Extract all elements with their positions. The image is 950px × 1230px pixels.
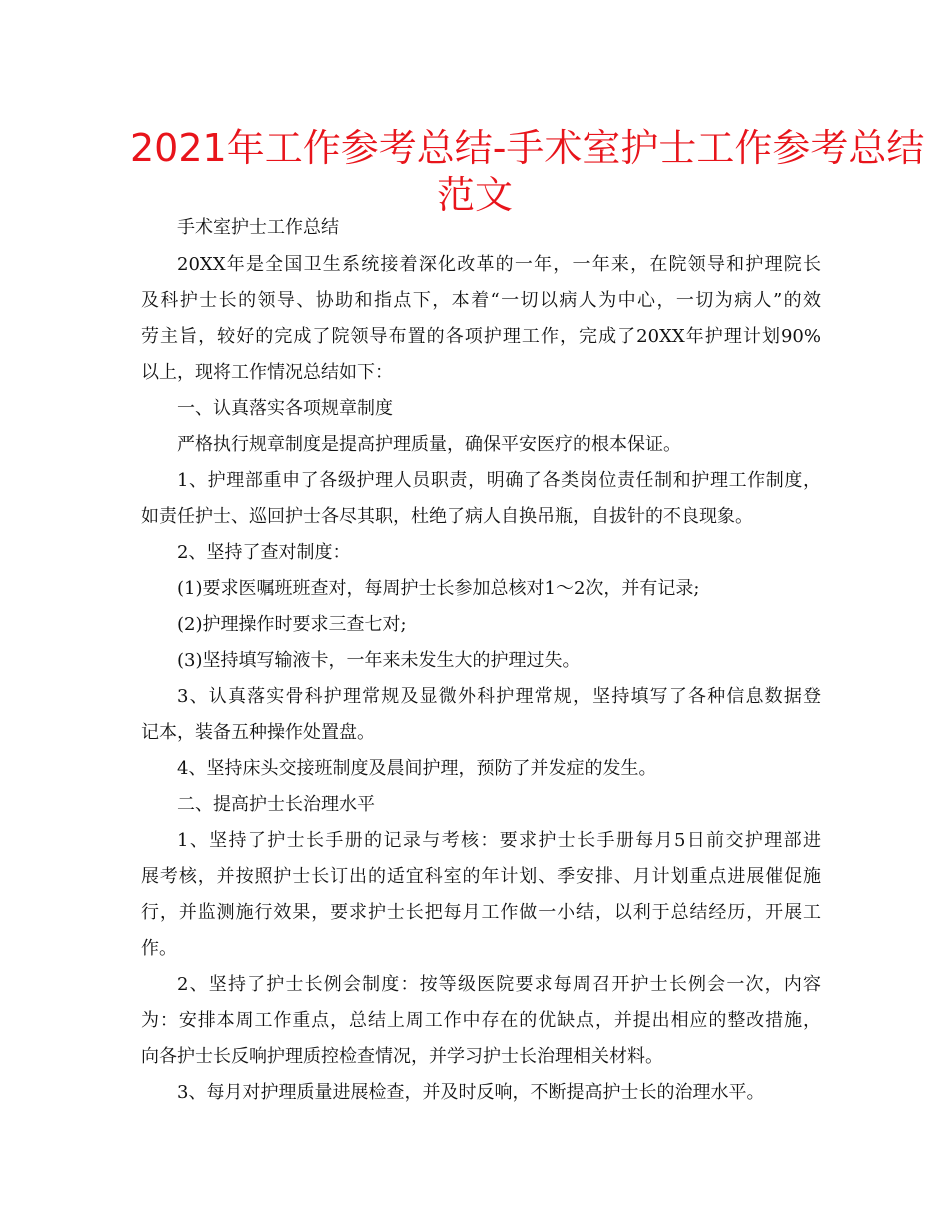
- paragraph-line: 为：安排本周工作重点，总结上周工作中存在的优缺点，并提出相应的整改措施，: [141, 1010, 821, 1031]
- paragraph-line: 记本，装备五种操作处置盘。: [141, 722, 375, 743]
- section-heading: 二、提高护士长治理水平: [177, 794, 375, 815]
- paragraph-line: 及科护士长的领导、协助和指点下，本着“一切以病人为中心，一切为病人”的效: [141, 290, 821, 311]
- paragraph-line: 行，并监测施行效果，要求护士长把每月工作做一小结，以利于总结经历，开展工: [141, 902, 821, 923]
- paragraph-line: 作。: [141, 938, 177, 959]
- list-item: (1)要求医嘱班班查对，每周护士长参加总核对1～2次，并有记录;: [177, 578, 700, 599]
- paragraph-line: 20XX年是全国卫生系统接着深化改革的一年，一年来，在院领导和护理院长: [177, 254, 821, 275]
- paragraph-line: 展考核，并按照护士长订出的适宜科室的年计划、季安排、月计划重点进展催促施: [141, 866, 821, 887]
- paragraph-line: 2、坚持了查对制度：: [177, 542, 351, 563]
- paragraph-line: 严格执行规章制度是提高护理质量，确保平安医疗的根本保证。: [177, 434, 681, 455]
- list-item: (3)坚持填写输液卡，一年来未发生大的护理过失。: [177, 650, 581, 671]
- paragraph-line: 1、护理部重申了各级护理人员职责，明确了各类岗位责任制和护理工作制度，: [177, 470, 821, 491]
- paragraph-line: 如责任护士、巡回护士各尽其职，杜绝了病人自换吊瓶，自拔针的不良现象。: [141, 506, 753, 527]
- paragraph-line: 3、认真落实骨科护理常规及显微外科护理常规，坚持填写了各种信息数据登: [177, 686, 821, 707]
- paragraph-line: 以上，现将工作情况总结如下：: [141, 362, 393, 383]
- section-heading: 一、认真落实各项规章制度: [177, 398, 393, 419]
- list-item: (2)护理操作时要求三查七对;: [177, 614, 407, 635]
- paragraph-line: 3、每月对护理质量进展检查，并及时反响，不断提高护士长的治理水平。: [177, 1082, 765, 1103]
- paragraph-line: 劳主旨，较好的完成了院领导布置的各项护理工作，完成了20XX年护理计划90%: [141, 326, 821, 347]
- document-title-line-2: 范文: [436, 173, 513, 217]
- paragraph-line: 向各护士长反响护理质控检查情况，并学习护士长治理相关材料。: [141, 1046, 663, 1067]
- paragraph-line: 4、坚持床头交接班制度及晨间护理，预防了并发症的发生。: [177, 758, 657, 779]
- document-title-line-1: 2021年工作参考总结-手术室护士工作参考总结: [130, 126, 925, 170]
- paragraph-line: 2、坚持了护士长例会制度：按等级医院要求每周召开护士长例会一次，内容: [177, 974, 821, 995]
- section-heading: 手术室护士工作总结: [177, 217, 339, 238]
- paragraph-line: 1、坚持了护士长手册的记录与考核：要求护士长手册每月5日前交护理部进: [177, 830, 821, 851]
